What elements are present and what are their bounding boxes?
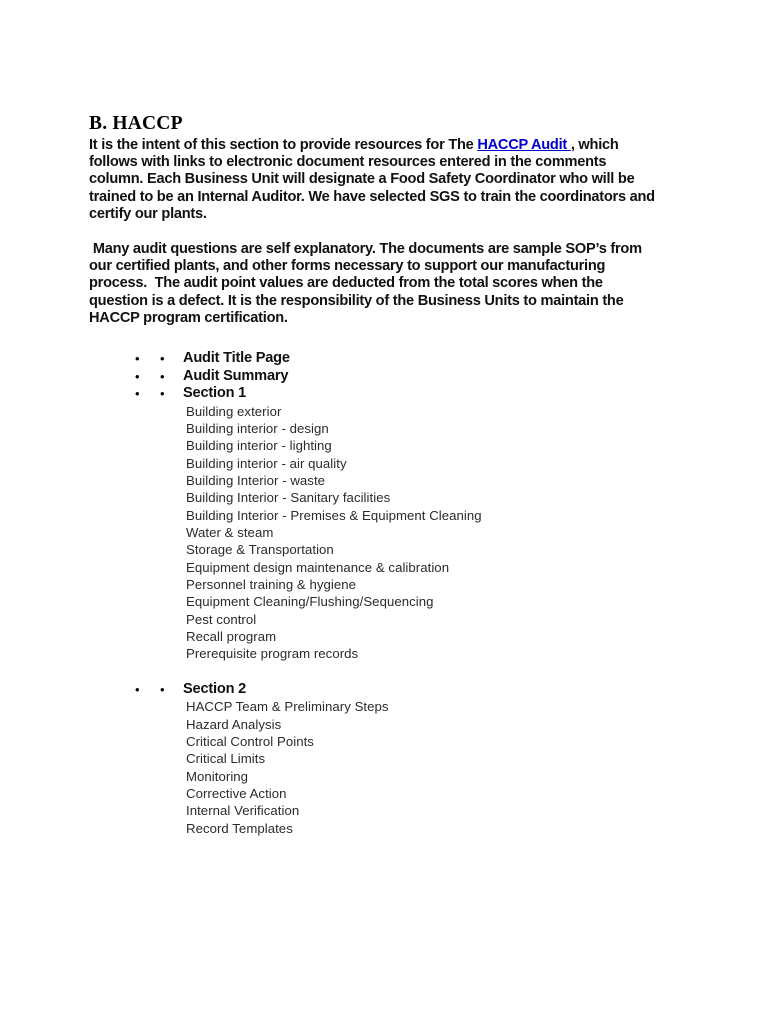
intro-text-before-link: It is the intent of this section to provide resources for The (89, 137, 478, 153)
bullet-icon: • (160, 368, 165, 384)
list-item: Equipment design maintenance & calibration (186, 559, 450, 575)
list-item: Recall program (186, 629, 277, 644)
list-item: Critical Control Points (186, 733, 314, 749)
list-item: Building Interior - Premises & Equipment Cleaning (186, 507, 482, 523)
bullet-icon: • (135, 386, 140, 402)
list-item: Water & steam (186, 524, 274, 540)
list-item-section-1[interactable] (89, 385, 669, 403)
list-item: Monitoring (186, 768, 249, 784)
bullet-icon: • (160, 351, 165, 367)
list-item: Prerequisite program records (186, 646, 359, 662)
list-item: Critical Limits (186, 751, 266, 767)
list-item: Building interior - design (186, 420, 329, 436)
list-item: Equipment Cleaning/Flushing/Sequencing (186, 594, 434, 610)
list-item-section-2[interactable] (89, 681, 669, 699)
bullet-icon: • (160, 681, 165, 697)
bullet-icon: • (135, 368, 140, 384)
list-item: Pest control (186, 611, 257, 627)
list-item: HACCP Team & Preliminary Steps (186, 699, 389, 715)
list-item: Internal Verification (186, 803, 300, 819)
page-title: B. HACCP (89, 113, 183, 134)
intro-paragraph (89, 137, 657, 223)
list-item: Record Templates (186, 820, 293, 836)
intro-text-after-link: , which follows with links to electronic document resources entered in the comments column. Each Business Unit will designate a Food Safety Coordinator who will be trained to be an Internal Auditor. We have selected SGS to train the coordinators and certify our plants. (89, 137, 659, 222)
list-item: Building interior - air quality (186, 455, 347, 471)
list-item-audit-title-page[interactable] (89, 350, 669, 368)
list-item: Building exterior (186, 403, 282, 419)
list-item-label: Section 2 (183, 680, 247, 697)
list-item: Personnel training & hygiene (186, 576, 357, 592)
list-item-label: Audit Summary (183, 367, 289, 384)
list-item-label: Audit Title Page (183, 350, 290, 367)
audit-questions-paragraph: Many audit questions are self explanatory. The documents are sample SOP’s from our certified plants, and other forms necessary to support our manufacturing process. The audit point values are deducted from the total scores when the question is a defect. It is the responsibility of the Business Units to maintain the HACCP program certification. (89, 241, 646, 326)
list-item: Building Interior - Sanitary facilities (186, 490, 391, 506)
haccp-audit-link[interactable]: HACCP Audit (477, 137, 571, 153)
bullet-icon: • (135, 681, 140, 697)
list-item: Hazard Analysis (186, 716, 282, 732)
list-item-label: Section 1 (183, 385, 247, 402)
list-item: Storage & Transportation (186, 542, 334, 558)
bullet-icon: • (135, 351, 140, 367)
audit-outline-list (89, 350, 669, 837)
section-2-sublist (89, 698, 669, 837)
paragraph-spacer (89, 223, 669, 241)
section-1-sublist (89, 403, 669, 663)
list-group-spacer (89, 663, 669, 681)
list-item: Building Interior - waste (186, 472, 326, 488)
bullet-icon: • (160, 386, 165, 402)
document-body (89, 113, 669, 837)
list-item: Corrective Action (186, 785, 287, 801)
list-item-audit-summary[interactable] (89, 368, 669, 386)
list-item: Building interior - lighting (186, 438, 332, 454)
